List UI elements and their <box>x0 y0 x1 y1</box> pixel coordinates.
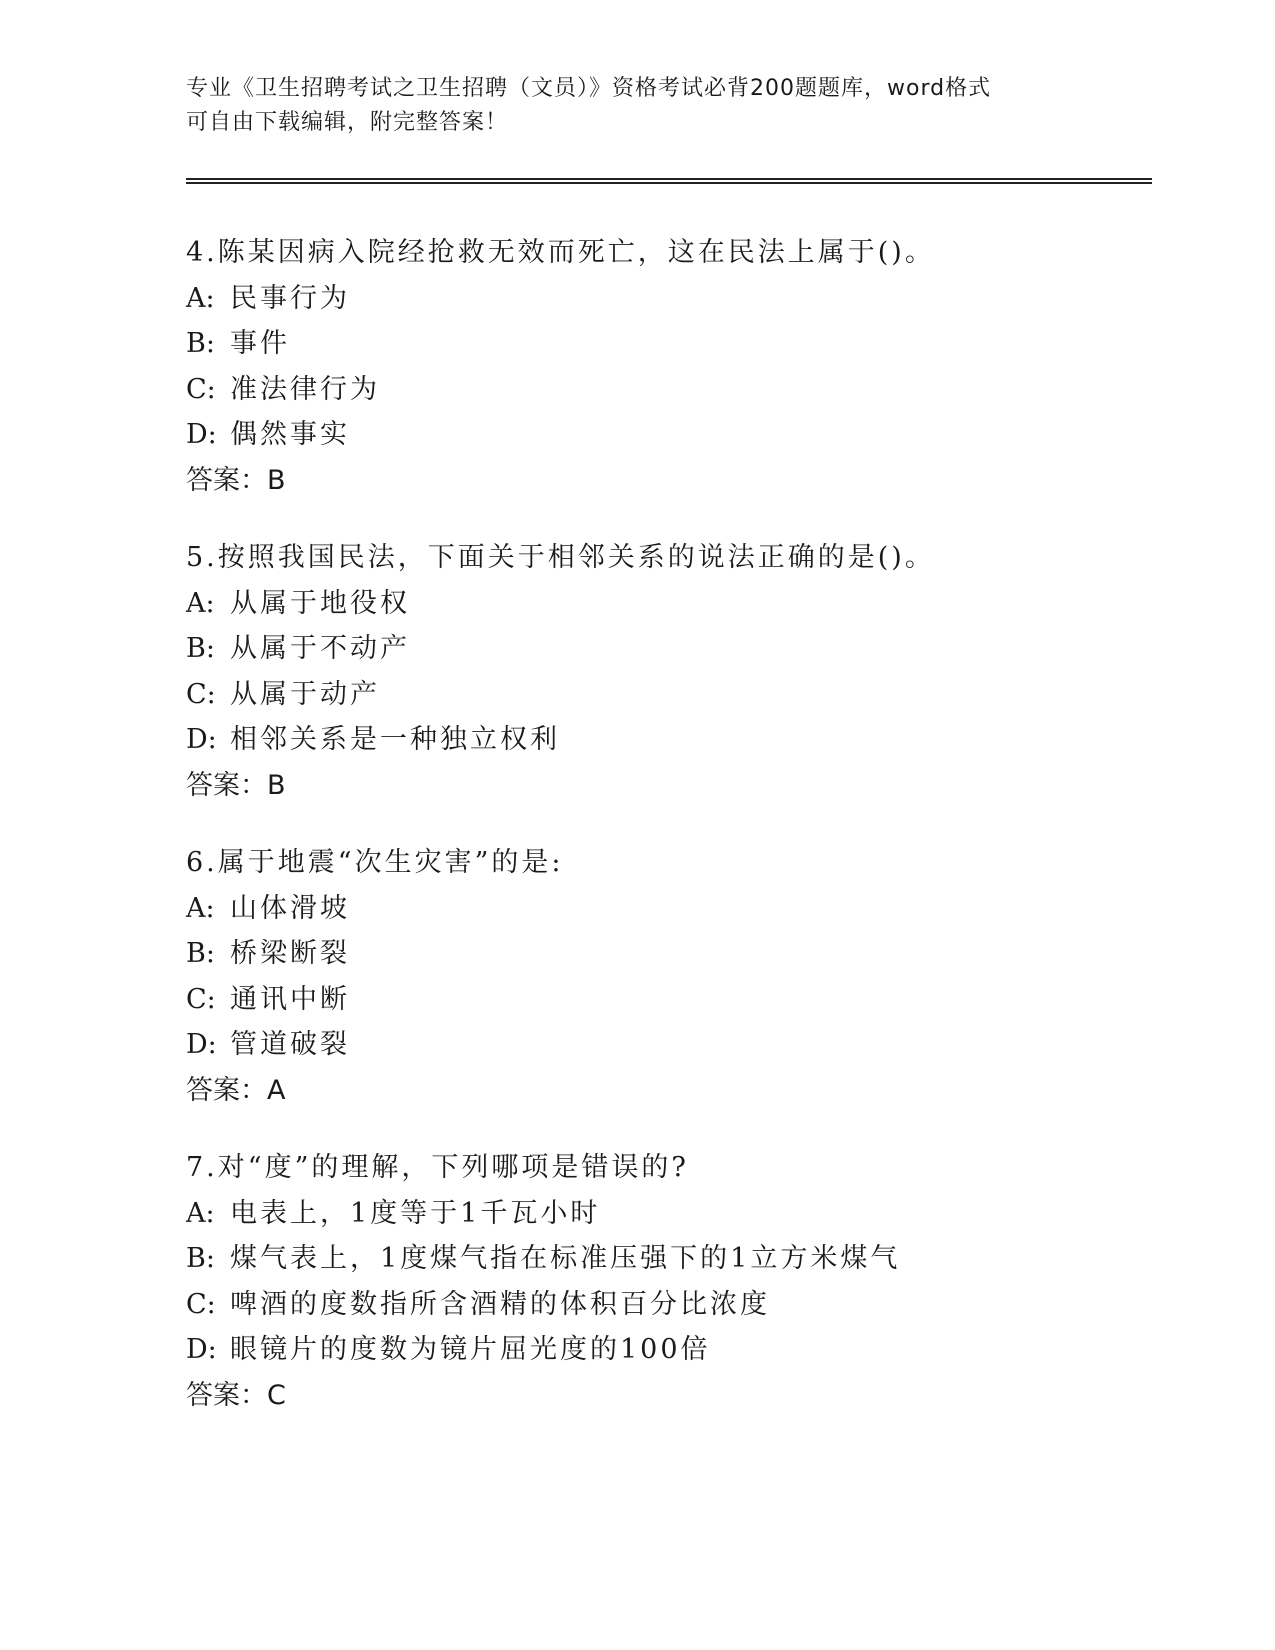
option-text: 电表上，1度等于1千瓦小时 <box>230 1197 601 1229</box>
option-letter: C: <box>186 373 216 405</box>
option-letter: C: <box>186 1288 216 1320</box>
question-stem: 5.按照我国民法，下面关于相邻关系的说法正确的是()。 <box>186 542 935 573</box>
option-text: 准法律行为 <box>230 373 380 405</box>
option-a <box>186 886 1186 932</box>
option-d <box>186 412 1186 458</box>
option-text: 山体滑坡 <box>230 892 350 924</box>
option-a <box>186 276 1186 322</box>
option-text: 相邻关系是一种独立权利 <box>230 724 560 755</box>
option-letter: B: <box>186 1243 215 1274</box>
option-d <box>186 1022 1186 1068</box>
option-letter: B: <box>186 938 215 969</box>
option-letter: D: <box>186 1334 217 1365</box>
option-letter: C: <box>186 983 216 1015</box>
option-text: 管道破裂 <box>230 1029 350 1060</box>
option-text: 啤酒的度数指所含酒精的体积百分比浓度 <box>230 1288 770 1320</box>
question-5 <box>186 535 1186 808</box>
header-line-2: 可自由下载编辑，附完整答案！ <box>186 110 509 135</box>
option-letter: A: <box>186 892 215 924</box>
option-b <box>186 626 1186 672</box>
question-stem: 6.属于地震“次生灾害”的是: <box>186 847 564 878</box>
header-line-1: 专业《卫生招聘考试之卫生招聘（文员）》资格考试必背200题题库，word格式 <box>186 76 992 101</box>
answer-line: 答案：B <box>186 464 286 496</box>
option-c <box>186 367 1186 413</box>
option-a <box>186 581 1186 627</box>
option-letter: A: <box>186 1197 215 1229</box>
question-6 <box>186 840 1186 1113</box>
option-text: 通讯中断 <box>230 983 350 1015</box>
option-text: 煤气表上，1度煤气指在标准压强下的1立方米煤气 <box>230 1243 901 1274</box>
header-double-rule <box>186 178 1152 184</box>
option-text: 从属于不动产 <box>230 633 410 664</box>
option-letter: A: <box>186 587 215 619</box>
option-d <box>186 717 1186 763</box>
option-text: 眼镜片的度数为镜片屈光度的100倍 <box>230 1334 711 1365</box>
option-b <box>186 1236 1186 1282</box>
question-4 <box>186 230 1186 503</box>
question-7 <box>186 1145 1186 1418</box>
question-stem: 7.对“度”的理解，下列哪项是错误的? <box>186 1152 689 1183</box>
option-c <box>186 977 1186 1023</box>
option-letter: D: <box>186 724 217 755</box>
option-text: 民事行为 <box>230 282 350 314</box>
option-letter: D: <box>186 419 217 450</box>
option-letter: A: <box>186 282 215 314</box>
option-letter: B: <box>186 633 215 664</box>
option-c <box>186 672 1186 718</box>
option-a <box>186 1191 1186 1237</box>
option-text: 偶然事实 <box>230 419 350 450</box>
option-d <box>186 1327 1186 1373</box>
option-text: 从属于动产 <box>230 678 380 710</box>
option-letter: C: <box>186 678 216 710</box>
option-letter: D: <box>186 1029 217 1060</box>
question-stem: 4.陈某因病入院经抢救无效而死亡，这在民法上属于()。 <box>186 237 935 268</box>
option-b <box>186 931 1186 977</box>
option-text: 事件 <box>230 328 290 359</box>
option-letter: B: <box>186 328 215 359</box>
option-text: 从属于地役权 <box>230 587 410 619</box>
option-text: 桥梁断裂 <box>230 938 350 969</box>
answer-line: 答案：A <box>186 1074 286 1106</box>
option-b <box>186 321 1186 367</box>
document-header <box>186 72 1086 140</box>
answer-line: 答案：C <box>186 1379 286 1411</box>
option-c <box>186 1282 1186 1328</box>
answer-line: 答案：B <box>186 769 286 801</box>
